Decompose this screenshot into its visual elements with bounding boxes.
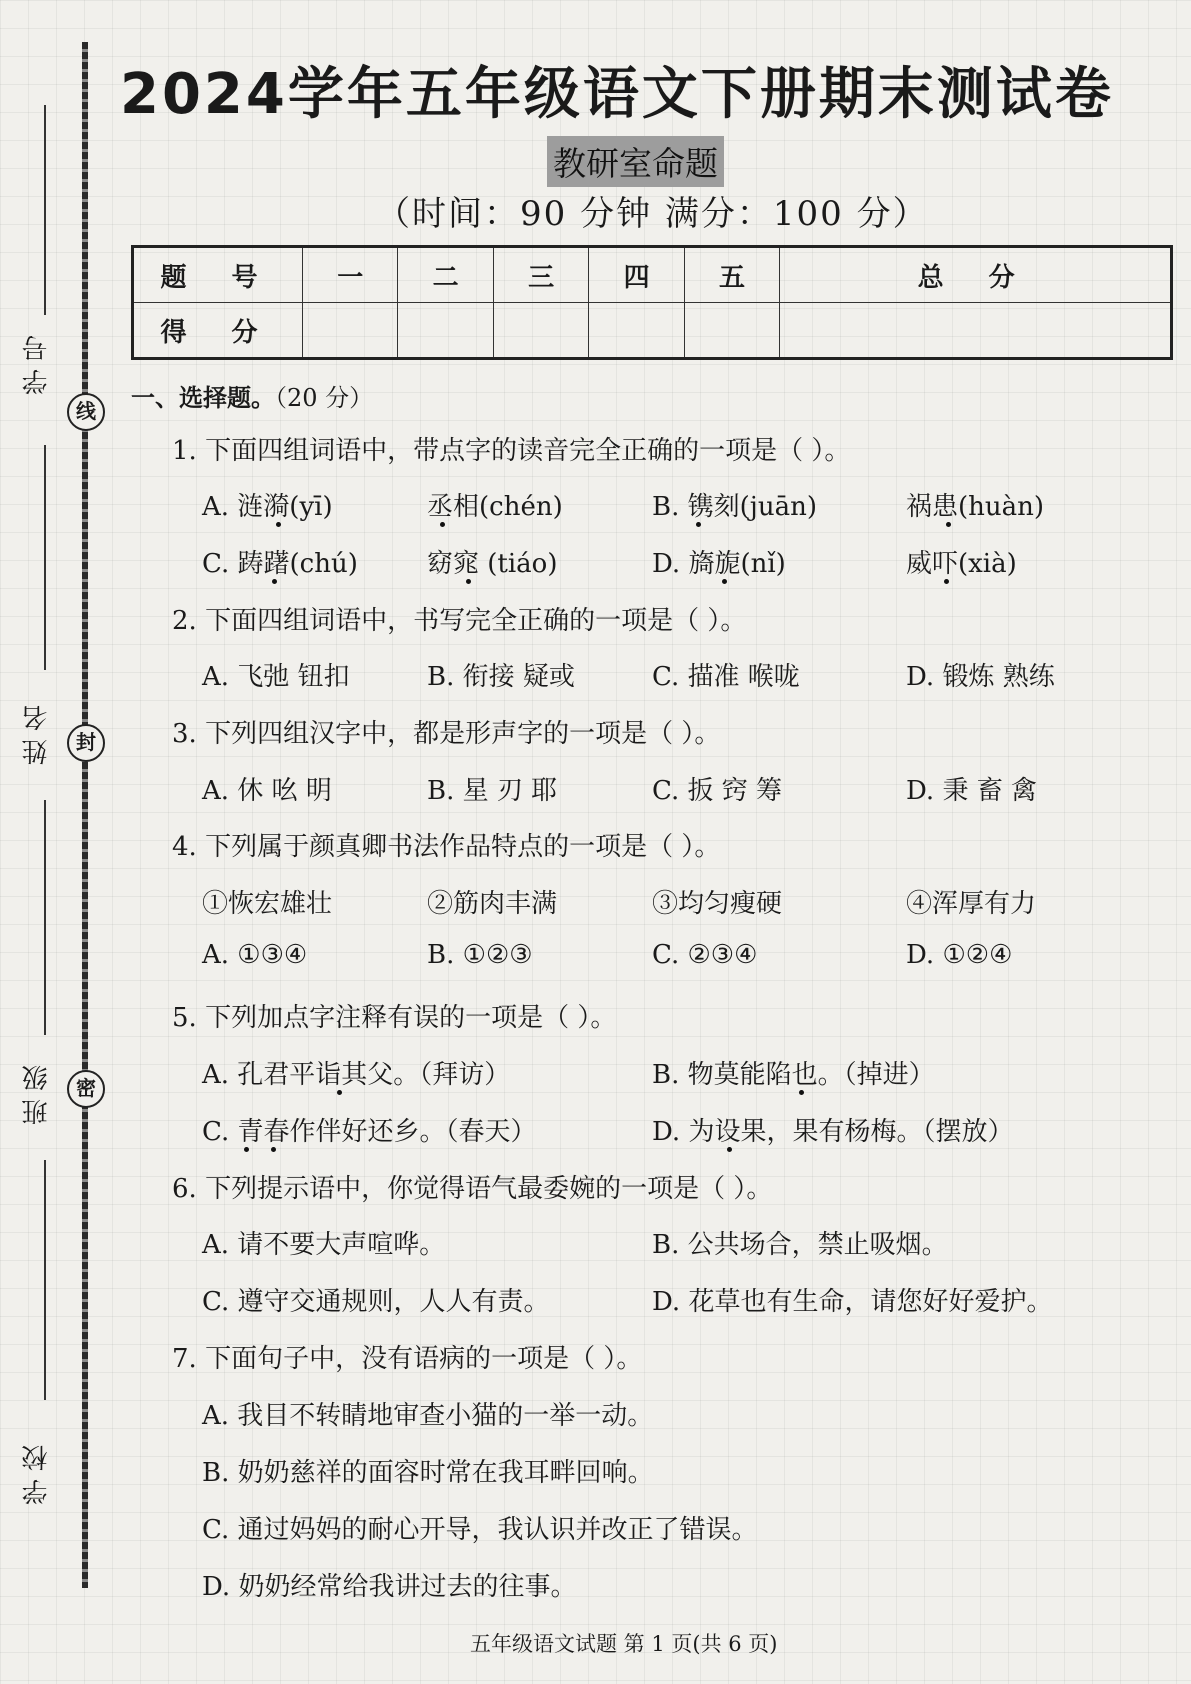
seal-line: 线 [67,393,105,431]
score-cell: 一 [303,247,398,303]
school-label: 学 校 [22,1444,52,1506]
emphasis-dot [276,522,281,527]
score-cell: 总 分 [780,247,1172,303]
question-stem: 3. 下列四组汉字中，都是形声字的一项是（ ）。 [172,719,721,749]
option[interactable]: B. 衔接 疑或 [427,662,575,692]
class-label: 班 级 [22,1064,52,1126]
emphasis-dot [799,1090,804,1095]
option[interactable]: C. 通过妈妈的耐心开导，我认识并改正了错误。 [202,1515,758,1545]
score-input-cell[interactable] [493,303,588,359]
emphasis-dot [696,522,701,527]
option[interactable]: D. 为设果，果有杨梅。（摆放） [652,1117,1014,1147]
option[interactable]: B. 奶奶慈祥的面容时常在我耳畔回响。 [202,1458,654,1488]
score-input-cell[interactable] [780,303,1172,359]
score-cell: 三 [493,247,588,303]
option: ④浑厚有力 [906,889,1037,919]
emphasis-dot [440,522,445,527]
score-input-cell[interactable] [684,303,779,359]
option: 威吓(xià) [906,549,1017,579]
question-stem: 7. 下面句子中，没有语病的一项是（ ）。 [172,1344,643,1374]
score-table-header-row [133,247,1172,303]
score-input-cell[interactable] [589,303,684,359]
student-id-label: 学 号 [22,334,52,396]
section-heading [131,378,373,413]
option: 窈窕 (tiáo) [427,549,558,579]
option: ①恢宏雄壮 [202,889,333,919]
field-line[interactable] [44,1160,46,1400]
question-stem: 5. 下列加点字注释有误的一项是（ ）。 [172,1003,617,1033]
option: ③均匀瘦硬 [652,889,783,919]
page-footer: 五年级语文试题 第 1 页(共 6 页) [470,1632,778,1656]
question-stem: 4. 下列属于颜真卿书法作品特点的一项是（ ）。 [172,832,721,862]
question-stem: 6. 下列提示语中，你觉得语气最委婉的一项是（ ）。 [172,1174,773,1204]
score-input-cell[interactable] [398,303,493,359]
option[interactable]: D. ①②④ [906,940,1013,970]
option[interactable]: A. 请不要大声喧哗。 [202,1230,446,1260]
emphasis-dot [944,579,949,584]
option: ②筋肉丰满 [427,889,558,919]
option: 祸患(huàn) [906,492,1045,522]
option[interactable]: B. 物莫能陷也。（掉进） [652,1060,935,1090]
emphasis-dot [727,1147,732,1152]
option[interactable]: D. 花草也有生命，请您好好爱护。 [652,1287,1053,1317]
score-cell: 五 [684,247,779,303]
option[interactable]: C. 扳 窍 筹 [652,776,783,806]
score-cell: 题 号 [133,247,303,303]
field-line[interactable] [44,445,46,670]
exam-title: 2024学年五年级语文下册期末测试卷 [120,62,1114,127]
time-info: （时间：90 分钟 满分：100 分） [376,194,929,234]
question-stem: 1. 下面四组词语中，带点字的读音完全正确的一项是（ ）。 [172,436,851,466]
option[interactable]: A. 涟漪(yī) [202,492,333,522]
student-name-label: 姓 名 [22,704,52,766]
question-stem: 2. 下面四组词语中，书写完全正确的一项是（ ）。 [172,606,747,636]
field-line[interactable] [44,105,46,315]
emphasis-dot [244,1147,249,1152]
seal-secret: 密 [67,1070,105,1108]
option[interactable]: D. 奶奶经常给我讲过去的往事。 [202,1572,577,1602]
option[interactable]: D. 秉 畜 禽 [906,776,1037,806]
option[interactable]: B. ①②③ [427,940,533,970]
option[interactable]: A. ①③④ [202,940,308,970]
score-cell: 二 [398,247,493,303]
option[interactable]: A. 孔君平诣其父。（拜访） [202,1060,511,1090]
option[interactable]: B. 星 刃 耶 [427,776,558,806]
binding-line [82,42,88,1588]
score-input-cell[interactable] [303,303,398,359]
seal-seal: 封 [67,724,105,762]
emphasis-dot [466,579,471,584]
emphasis-dot [272,579,277,584]
option[interactable]: D. 旖旎(nǐ) [652,549,786,579]
emphasis-dot [271,1147,276,1152]
score-cell: 四 [589,247,684,303]
option[interactable]: A. 我目不转睛地审查小猫的一举一动。 [202,1401,654,1431]
emphasis-dot [946,522,951,527]
option[interactable]: D. 锻炼 熟练 [906,662,1055,692]
option[interactable]: C. 踌躇(chú) [202,549,358,579]
option[interactable]: A. 飞弛 钮扣 [202,662,350,692]
exam-subtitle: 教研室命题 [547,136,724,187]
section-title: 一、选择题。 [131,383,275,412]
option[interactable]: B. 公共场合，禁止吸烟。 [652,1230,948,1260]
field-line[interactable] [44,800,46,1035]
score-table-score-row [133,303,1172,359]
option: 丞相(chén) [427,492,563,522]
option[interactable]: B. 镌刻(juān) [652,492,817,522]
score-cell: 得 分 [133,303,303,359]
option[interactable]: C. ②③④ [652,940,758,970]
section-points: （20 分） [275,384,374,412]
option[interactable]: C. 青春作伴好还乡。（春天） [202,1117,537,1147]
emphasis-dot [337,1090,342,1095]
emphasis-dot [722,579,727,584]
option[interactable]: C. 遵守交通规则，人人有责。 [202,1287,550,1317]
score-table [131,245,1173,360]
option[interactable]: A. 休 吆 明 [202,776,332,806]
option[interactable]: C. 描准 喉咙 [652,662,800,692]
